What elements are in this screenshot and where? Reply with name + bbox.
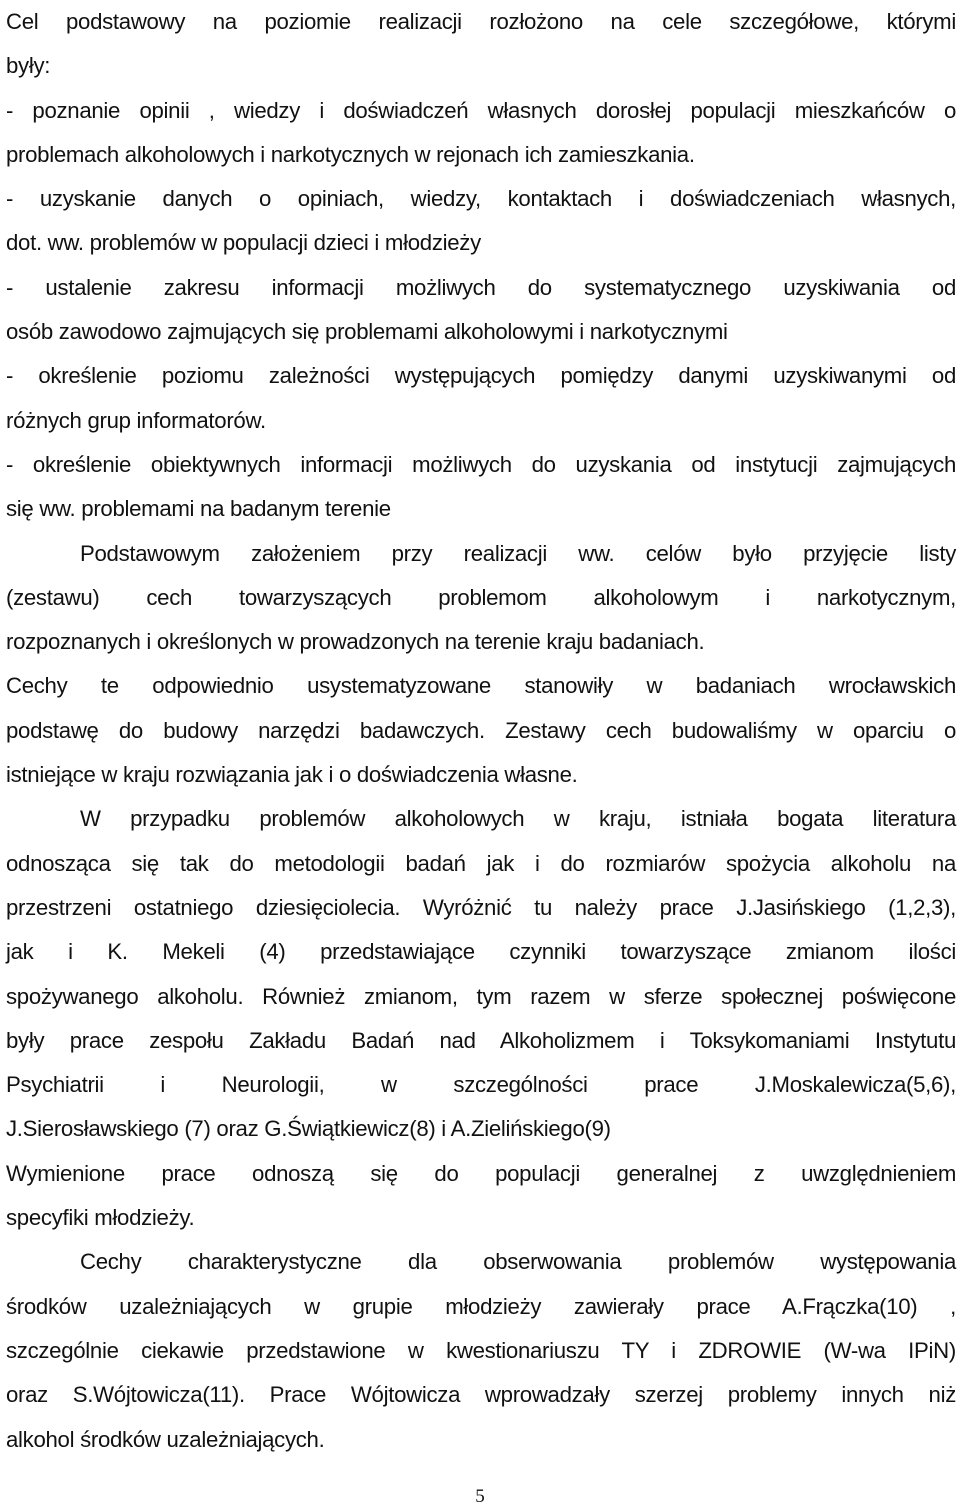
text-line: (zestawu) cech towarzyszących problemom alkoholowym i narkotycznym, — [6, 584, 956, 610]
text-line: problemach alkoholowych i narkotycznych w rejonach ich zamieszkania. — [6, 141, 695, 167]
page-number: 5 — [475, 1486, 485, 1507]
text-line: - określenie obiektywnych informacji możliwych do uzyskania od instytucji zajmujących — [6, 451, 956, 477]
text-line: specyfiki młodzieży. — [6, 1205, 195, 1231]
text-line: podstawę do budowy narzędzi badawczych. Zestawy cech budowaliśmy w oparciu o — [6, 717, 956, 743]
text-line: - uzyskanie danych o opiniach, wiedzy, kontaktach i doświadczeniach własnych, — [6, 186, 956, 212]
text-line: dot. ww. problemów w populacji dzieci i młodzieży — [6, 230, 481, 256]
text-line: Cechy te odpowiednio usystematyzowane stanowiły w badaniach wrocławskich — [6, 673, 956, 699]
text-line: odnosząca się tak do metodologii badań jak i do rozmiarów spożycia alkoholu na — [6, 850, 956, 876]
text-line: środków uzależniających w grupie młodzieży zawierały prace A.Frączka(10) , — [6, 1293, 956, 1319]
text-line: Podstawowym założeniem przy realizacji ww. celów było przyjęcie listy — [80, 540, 956, 566]
text-line: się ww. problemami na badanym terenie — [6, 496, 391, 522]
text-line: Cechy charakterystyczne dla obserwowania problemów występowania — [80, 1249, 956, 1275]
text-line: - określenie poziomu zależności występujących pomiędzy danymi uzyskiwanymi od — [6, 363, 956, 389]
text-line: rozpoznanych i określonych w prowadzonych na terenie kraju badaniach. — [6, 629, 705, 655]
text-line: były: — [6, 53, 51, 79]
text-line: szczególnie ciekawie przedstawione w kwestionariuszu TY i ZDROWIE (W-wa IPiN) — [6, 1337, 956, 1363]
text-line: spożywanego alkoholu. Również zmianom, tym razem w sferze społecznej poświęcone — [6, 983, 956, 1009]
text-line: Psychiatrii i Neurologii, w szczególności prace J.Moskalewicza(5,6), — [6, 1072, 956, 1098]
text-line: J.Sierosławskiego (7) oraz G.Świątkiewicz(8) i A.Zielińskiego(9) — [6, 1116, 611, 1142]
text-line: - ustalenie zakresu informacji możliwych do systematycznego uzyskiwania od — [6, 274, 956, 300]
text-line: oraz S.Wójtowicza(11). Prace Wójtowicza wprowadzały szerzej problemy innych niż — [6, 1382, 956, 1408]
text-line: osób zawodowo zajmujących się problemami alkoholowymi i narkotycznymi — [6, 319, 728, 345]
text-line: różnych grup informatorów. — [6, 407, 266, 433]
text-line: - poznanie opinii , wiedzy i doświadczeń własnych dorosłej populacji mieszkańców o — [6, 97, 956, 123]
body-text — [6, 0, 956, 1462]
text-line: alkohol środków uzależniających. — [6, 1426, 325, 1452]
text-line: W przypadku problemów alkoholowych w kraju, istniała bogata literatura — [80, 806, 956, 832]
text-line: istniejące w kraju rozwiązania jak i o doświadczenia własne. — [6, 762, 578, 788]
text-line: były prace zespołu Zakładu Badań nad Alkoholizmem i Toksykomaniami Instytutu — [6, 1027, 956, 1053]
text-line: przestrzeni ostatniego dziesięciolecia. Wyróżnić tu należy prace J.Jasińskiego (1,2,3), — [6, 894, 956, 920]
text-line: jak i K. Mekeli (4) przedstawiające czynniki towarzyszące zmianom ilości — [6, 939, 956, 965]
text-line: Wymienione prace odnoszą się do populacji generalnej z uwzględnieniem — [6, 1160, 956, 1186]
text-line: Cel podstawowy na poziomie realizacji rozłożono na cele szczegółowe, którymi — [6, 9, 956, 34]
